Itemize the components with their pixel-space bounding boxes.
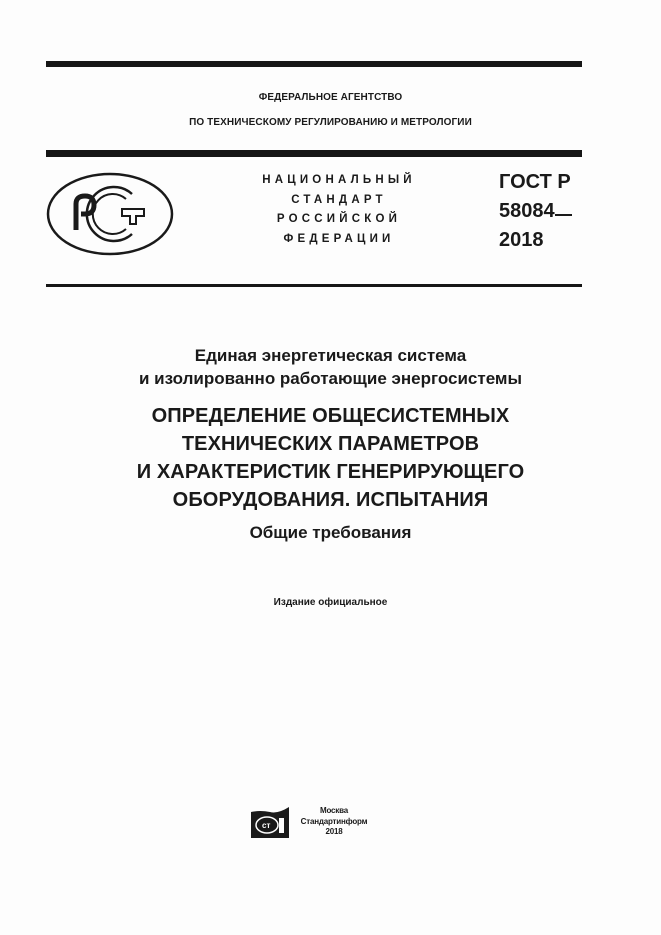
title-line: ОБОРУДОВАНИЯ. ИСПЫТАНИЯ [172, 489, 489, 511]
title-line: ОПРЕДЕЛЕНИЕ ОБЩЕСИСТЕМНЫХ [151, 405, 510, 427]
national-standard-line: ФЕДЕРАЦИИ [283, 232, 395, 245]
header-rule [46, 150, 582, 157]
national-standard-line: СТАНДАРТ [291, 193, 387, 206]
gost-number: 58084 [499, 200, 555, 222]
document-subject [0, 344, 661, 390]
publication-year: 2018 [325, 827, 343, 836]
publisher-name: Стандартинформ [300, 816, 368, 826]
document-title [0, 402, 661, 514]
gost-dash [555, 214, 572, 216]
gost-r-certification-mark-icon [46, 172, 174, 256]
subject-line: Единая энергетическая система [194, 346, 467, 365]
standartinform-logo-icon [250, 806, 290, 839]
agency-name-line-1: ФЕДЕРАЛЬНОЕ АГЕНТСТВО [258, 92, 403, 103]
subject-line: и изолированно работающие энергосистемы [138, 369, 523, 388]
national-standard-line: НАЦИОНАЛЬНЫЙ [262, 174, 416, 186]
title-line: И ХАРАКТЕРИСТИК ГЕНЕРИРУЮЩЕГО [136, 461, 525, 483]
svg-text:ст: ст [262, 821, 271, 830]
document-subtitle: Общие требования [249, 523, 412, 542]
title-line: ТЕХНИЧЕСКИХ ПАРАМЕТРОВ [181, 433, 480, 455]
gost-year: 2018 [499, 229, 544, 251]
top-rule [46, 61, 582, 67]
publisher-info [296, 806, 372, 838]
national-standard-line: РОССИЙСКОЙ [276, 213, 402, 225]
gost-label: ГОСТ Р [499, 171, 571, 193]
edition-label: Издание официальное [273, 597, 388, 608]
publisher-city: Москва [320, 806, 348, 815]
national-standard-label [246, 171, 432, 249]
standard-block-rule [46, 284, 582, 287]
agency-name-line-2: ПО ТЕХНИЧЕСКОМУ РЕГУЛИРОВАНИЮ И МЕТРОЛОГИИ [189, 117, 472, 128]
gost-designation [499, 168, 572, 255]
